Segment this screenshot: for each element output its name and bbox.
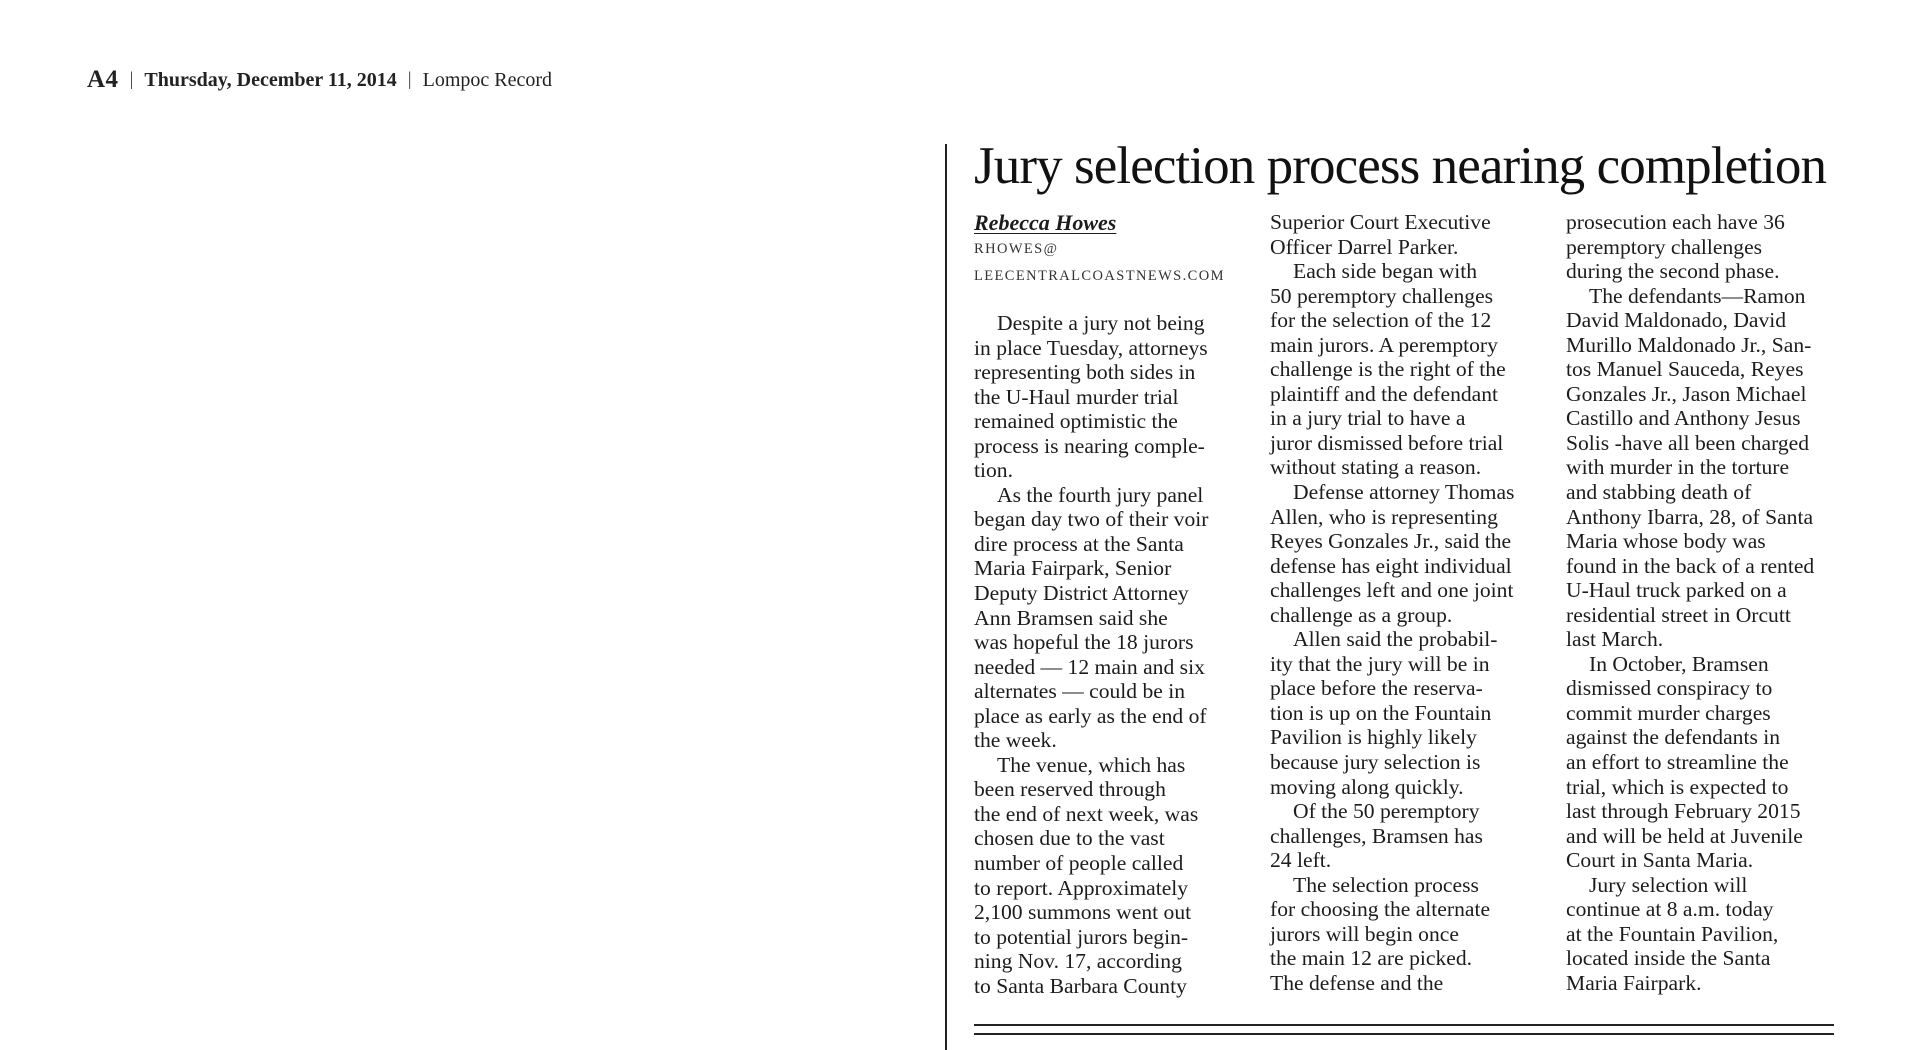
article-text-line: The defense and the	[1270, 970, 1444, 995]
article-end-double-rule	[974, 1024, 1834, 1035]
article-text-line: Ann Bramsen said she	[974, 605, 1168, 630]
article-text-line: jurors will begin once	[1270, 921, 1459, 946]
article-text-line: Superior Court Executive	[1270, 210, 1491, 234]
publication-name: Lompoc Record	[422, 68, 553, 91]
article-text-line: during the second phase.	[1566, 259, 1780, 284]
article-text-line: began day two of their voir	[974, 507, 1209, 532]
article-text-line: in a jury trial to have a	[1270, 406, 1466, 431]
folio-separator: |	[407, 69, 412, 90]
article-text-line: to report. Approximately	[974, 875, 1189, 900]
article-text-line: dismissed conspiracy to	[1566, 676, 1773, 701]
article-text-line: The venue, which has	[997, 752, 1186, 777]
article-text-line: The defendants—Ramon	[1589, 283, 1806, 308]
column-body	[974, 311, 1246, 998]
article-text-line: to potential jurors begin-	[974, 924, 1189, 949]
article-text-line: Each side began with	[1293, 259, 1478, 284]
article-text-line: challenges, Bramsen has	[1270, 823, 1483, 848]
article-column-2	[1270, 210, 1542, 996]
article-text-line: to Santa Barbara County	[974, 973, 1187, 998]
article-text-line: representing both sides in	[974, 360, 1196, 385]
article-text-line: 50 peremptory challenges	[1270, 283, 1494, 308]
article-text-line: was hopeful the 18 jurors	[974, 630, 1194, 655]
article-text-line: Deputy District Attorney	[974, 581, 1189, 606]
column-body	[1270, 210, 1542, 996]
article-text-line: Of the 50 peremptory	[1293, 799, 1480, 824]
article-text-line: defense has eight individual	[1270, 553, 1512, 578]
article-text-line: and stabbing death of	[1566, 480, 1752, 505]
article-text-line: challenge as a group.	[1270, 602, 1453, 627]
article-text-line: Maria whose body was	[1566, 529, 1766, 554]
article-text-line: Gonzales Jr., Jason Michael	[1566, 381, 1807, 406]
article-text-line: for choosing the alternate	[1270, 897, 1491, 922]
article-text-line: last March.	[1566, 627, 1664, 652]
article-text-line: Jury selection will	[1589, 872, 1748, 897]
article-text-line: been reserved through	[974, 777, 1166, 802]
article-text-line: Court in Santa Maria.	[1566, 848, 1754, 873]
byline-spacer	[974, 289, 1246, 311]
article-text-line: Defense attorney Thomas	[1293, 480, 1515, 505]
article-text-line: moving along quickly.	[1270, 774, 1464, 799]
article-text-line: tion is up on the Fountain	[1270, 700, 1492, 725]
article-text-line: As the fourth jury panel	[997, 482, 1204, 507]
article-text-line: Castillo and Anthony Jesus	[1566, 406, 1801, 431]
article-text-line: continue at 8 a.m. today	[1566, 897, 1774, 922]
column-body	[1566, 210, 1838, 996]
author-email-line: RHOWES@	[974, 241, 1059, 257]
folio-separator: |	[129, 69, 134, 90]
article-text-line: Maria Fairpark, Senior	[974, 556, 1172, 581]
article-text-line: found in the back of a rented	[1566, 553, 1815, 578]
article-text-line: the U-Haul murder trial	[974, 384, 1179, 409]
article-text-line: last through February 2015	[1566, 799, 1801, 824]
article-text-line: tos Manuel Sauceda, Reyes	[1566, 357, 1804, 382]
article-text-line: 2,100 summons went out	[974, 900, 1192, 925]
article-text-line: against the defendants in	[1566, 725, 1781, 750]
article-column-1	[974, 210, 1246, 998]
article-text-line: without stating a reason.	[1270, 455, 1482, 480]
article-text-line: challenges left and one joint	[1270, 578, 1514, 603]
article-text-line: needed — 12 main and six	[974, 654, 1205, 679]
article-text-line: the end of next week, was	[974, 801, 1199, 826]
article-column-3	[1566, 210, 1838, 996]
article-text-line: because jury selection is	[1270, 750, 1481, 775]
article-text-line: 24 left.	[1270, 848, 1332, 873]
author-byline: Rebecca Howes	[974, 210, 1117, 235]
article-text-line: Despite a jury not being	[997, 311, 1205, 335]
article-text-line: plaintiff and the defendant	[1270, 381, 1499, 406]
article-text-line: Murillo Maldonado Jr., San-	[1566, 332, 1812, 357]
article-text-line: and will be held at Juvenile	[1566, 823, 1803, 848]
article-text-line: alternates — could be in	[974, 679, 1186, 704]
article-text-line: juror dismissed before trial	[1270, 430, 1504, 455]
article-text-line: U-Haul truck parked on a	[1566, 578, 1787, 603]
article-text-line: residential street in Orcutt	[1566, 602, 1791, 627]
article-text-line: Solis -have all been charged	[1566, 430, 1810, 455]
article-text-line: Allen said the probabil-	[1293, 627, 1498, 652]
article-headline: Jury selection process nearing completion	[974, 137, 1827, 195]
article-text-line: the week.	[974, 728, 1057, 753]
author-email-line: LEECENTRALCOASTNEWS.COM	[974, 268, 1225, 284]
article-text-line: at the Fountain Pavilion,	[1566, 921, 1779, 946]
publication-date: Thursday, December 11, 2014	[144, 68, 397, 91]
article-text-line: main jurors. A peremptory	[1270, 332, 1498, 357]
page-number: A4	[87, 66, 119, 93]
article-text-line: place as early as the end of	[974, 703, 1207, 728]
article-text-line: tion.	[974, 458, 1013, 483]
article-text-line: process is nearing comple-	[974, 433, 1205, 458]
column-divider-rule	[945, 144, 947, 1050]
article-text-line: place before the reserva-	[1270, 676, 1483, 701]
article-text-line: commit murder charges	[1566, 700, 1771, 725]
article-text-line: the main 12 are picked.	[1270, 946, 1473, 971]
article-text-line: located inside the Santa	[1566, 946, 1771, 971]
article-text-line: number of people called	[974, 851, 1184, 876]
article-text-line: an effort to streamline the	[1566, 750, 1789, 775]
article-text-line: Maria Fairpark.	[1566, 970, 1702, 995]
article-text-line: Reyes Gonzales Jr., said the	[1270, 529, 1512, 554]
article-text-line: in place Tuesday, attorneys	[974, 335, 1208, 360]
article-text-line: with murder in the torture	[1566, 455, 1790, 480]
article-text-line: dire process at the Santa	[974, 531, 1184, 556]
article-text-line: In October, Bramsen	[1589, 651, 1769, 676]
article-text-line: The selection process	[1293, 872, 1479, 897]
article-text-line: Pavilion is highly likely	[1270, 725, 1477, 750]
article-text-line: trial, which is expected to	[1566, 774, 1789, 799]
article-text-line: Officer Darrel Parker.	[1270, 234, 1459, 259]
article-text-line: for the selection of the 12	[1270, 308, 1492, 333]
article-text-line: David Maldonado, David	[1566, 308, 1787, 333]
article-text-line: peremptory challenges	[1566, 234, 1763, 259]
article-text-line: ning Nov. 17, according	[974, 949, 1182, 974]
article-text-line: ity that the jury will be in	[1270, 651, 1490, 676]
page-folio	[87, 62, 552, 98]
article-text-line: prosecution each have 36	[1566, 210, 1785, 234]
article-text-line: remained optimistic the	[974, 409, 1178, 434]
article-text-line: Allen, who is representing	[1270, 504, 1498, 529]
article-text-line: chosen due to the vast	[974, 826, 1165, 851]
article-text-line: Anthony Ibarra, 28, of Santa	[1566, 504, 1814, 529]
article-text-line: challenge is the right of the	[1270, 357, 1506, 382]
